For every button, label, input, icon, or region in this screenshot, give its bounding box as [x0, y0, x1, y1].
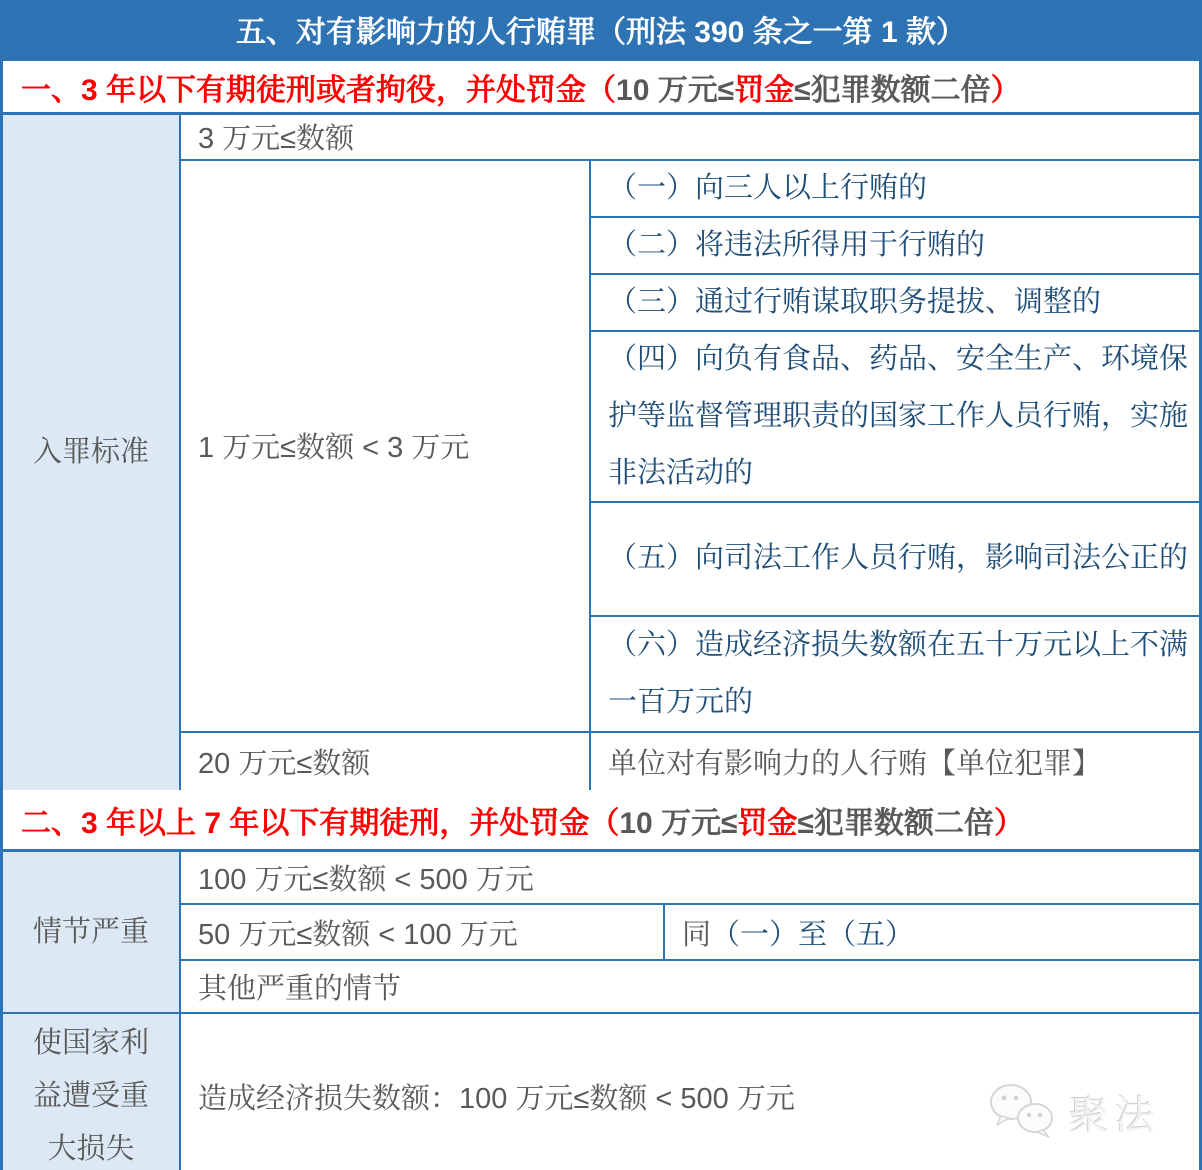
row-header-serious-circumstances: 情节严重 [3, 852, 181, 1012]
penalty-2-fine: 罚金 [737, 806, 798, 840]
other-serious-circumstances: 其他严重的情节 [181, 961, 1199, 1012]
penalty-1-lead: 一、3 年以下有期徒刑或者拘役，并处罚金（ [21, 73, 617, 107]
conviction-standard-body [181, 115, 1199, 790]
penalty-1-fine: 罚金 [734, 73, 795, 107]
circumstance-item-1: （一）向三人以上行贿的 [591, 161, 1199, 218]
penalty-2-range-pre: 10 万元≤ [619, 806, 738, 840]
economic-loss-range: 造成经济损失数额：100 万元≤数额 < 500 万元 [181, 1014, 1199, 1170]
unit-crime-note: 单位对有影响力的人行贿【单位犯罪】 [591, 733, 1199, 790]
circumstance-item-4: （四）向负有食品、药品、安全生产、环境保护等监督管理职责的国家工作人员行贿，实施非法活动的 [591, 332, 1199, 503]
amount-tier-1w-3w: 1 万元≤数额 < 3 万元 [181, 161, 591, 731]
penalty-2-close: ） [994, 806, 1025, 840]
serious-circumstances-body [181, 852, 1199, 1012]
amount-tier-20w: 20 万元≤数额 [181, 733, 591, 790]
row-header-national-interest-loss: 使国家利益遭受重大损失 [3, 1014, 181, 1170]
same-as-items-note [665, 905, 1199, 958]
circumstance-item-6: （六）造成经济损失数额在五十万元以上不满一百万元的 [591, 617, 1199, 731]
penalty-1-range-pre: 10 万元≤ [616, 73, 735, 107]
penalty-1-close: ） [990, 73, 1021, 107]
circumstance-list [591, 161, 1199, 731]
amount-tier-3w: 3 万元≤数额 [181, 115, 1199, 161]
amount-tier-1w-3w-row [181, 161, 1199, 731]
unit-crime-row [181, 731, 1199, 790]
amount-tier-100w-500w: 100 万元≤数额 < 500 万元 [181, 852, 1199, 905]
conviction-standard-section [3, 115, 1199, 790]
penalty-tier-2-header [3, 790, 1199, 852]
serious-circumstances-section [3, 852, 1199, 1012]
penalty-tier-1-header [3, 58, 1199, 115]
national-interest-loss-section [3, 1012, 1199, 1170]
amount-tier-50w-100w-row [181, 905, 1199, 960]
penalty-2-lead: 二、3 年以上 7 年以下有期徒刑，并处罚金（ [21, 806, 620, 840]
circumstance-item-5: （五）向司法工作人员行贿，影响司法公正的 [591, 503, 1199, 617]
penalty-1-range-post: ≤犯罪数额二倍 [794, 73, 991, 107]
same-as-prefix: 同 [682, 918, 712, 951]
same-as-items-range: （一）至（五） [711, 918, 915, 951]
penalty-2-range-post: ≤犯罪数额二倍 [797, 806, 995, 840]
page-title: 五、对有影响力的人行贿罪（刑法 390 条之一第 1 款） [3, 0, 1199, 58]
amount-tier-50w-100w: 50 万元≤数额 < 100 万元 [181, 905, 665, 958]
circumstance-item-2: （二）将违法所得用于行贿的 [591, 218, 1199, 275]
watermark-label: 聚法 [1069, 1094, 1161, 1138]
row-header-conviction-standard: 入罪标准 [3, 115, 181, 790]
circumstance-item-3: （三）通过行贿谋取职务提拔、调整的 [591, 275, 1199, 332]
